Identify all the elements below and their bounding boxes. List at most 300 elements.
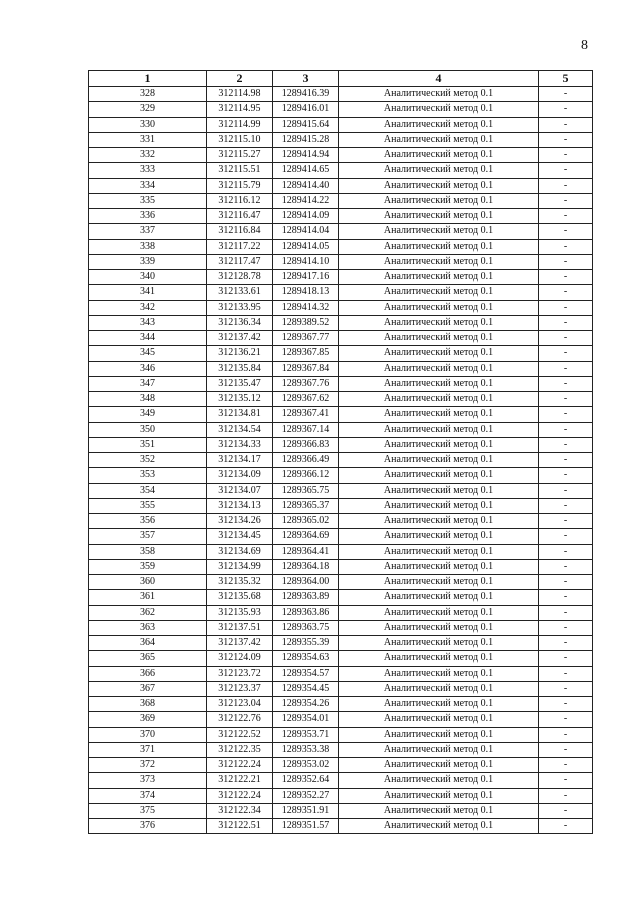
y-coordinate-cell: 1289352.64 (273, 773, 339, 788)
method-cell: Аналитический метод 0.1 (339, 361, 539, 376)
point-number-cell: 370 (89, 727, 207, 742)
y-coordinate-cell: 1289414.10 (273, 254, 339, 269)
method-cell: Аналитический метод 0.1 (339, 148, 539, 163)
x-coordinate-cell: 312136.34 (207, 315, 273, 330)
x-coordinate-cell: 312114.98 (207, 87, 273, 102)
x-coordinate-cell: 312122.52 (207, 727, 273, 742)
y-coordinate-cell: 1289414.09 (273, 209, 339, 224)
y-coordinate-cell: 1289352.27 (273, 788, 339, 803)
table-row (89, 559, 593, 574)
method-cell: Аналитический метод 0.1 (339, 514, 539, 529)
method-cell: Аналитический метод 0.1 (339, 239, 539, 254)
table-row (89, 193, 593, 208)
y-coordinate-cell: 1289354.63 (273, 651, 339, 666)
method-cell: Аналитический метод 0.1 (339, 636, 539, 651)
y-coordinate-cell: 1289364.41 (273, 544, 339, 559)
point-number-cell: 367 (89, 681, 207, 696)
point-number-cell: 330 (89, 117, 207, 132)
note-cell: - (539, 803, 593, 818)
method-cell: Аналитический метод 0.1 (339, 132, 539, 147)
point-number-cell: 339 (89, 254, 207, 269)
y-coordinate-cell: 1289354.01 (273, 712, 339, 727)
x-coordinate-cell: 312116.12 (207, 193, 273, 208)
x-coordinate-cell: 312134.69 (207, 544, 273, 559)
y-coordinate-cell: 1289354.57 (273, 666, 339, 681)
point-number-cell: 346 (89, 361, 207, 376)
note-cell: - (539, 529, 593, 544)
y-coordinate-cell: 1289363.89 (273, 590, 339, 605)
method-cell: Аналитический метод 0.1 (339, 407, 539, 422)
point-number-cell: 331 (89, 132, 207, 147)
y-coordinate-cell: 1289414.94 (273, 148, 339, 163)
method-cell: Аналитический метод 0.1 (339, 758, 539, 773)
y-coordinate-cell: 1289364.00 (273, 575, 339, 590)
x-coordinate-cell: 312134.99 (207, 559, 273, 574)
table-row (89, 254, 593, 269)
method-cell: Аналитический метод 0.1 (339, 605, 539, 620)
table-row (89, 437, 593, 452)
y-coordinate-cell: 1289353.38 (273, 742, 339, 757)
point-number-cell: 357 (89, 529, 207, 544)
table-row (89, 453, 593, 468)
table-row (89, 300, 593, 315)
table-row (89, 514, 593, 529)
note-cell: - (539, 788, 593, 803)
method-cell: Аналитический метод 0.1 (339, 529, 539, 544)
method-cell: Аналитический метод 0.1 (339, 422, 539, 437)
x-coordinate-cell: 312134.81 (207, 407, 273, 422)
point-number-cell: 343 (89, 315, 207, 330)
table-row (89, 468, 593, 483)
note-cell: - (539, 376, 593, 391)
x-coordinate-cell: 312122.76 (207, 712, 273, 727)
point-number-cell: 340 (89, 270, 207, 285)
point-number-cell: 361 (89, 590, 207, 605)
point-number-cell: 332 (89, 148, 207, 163)
x-coordinate-cell: 312122.24 (207, 788, 273, 803)
y-coordinate-cell: 1289367.41 (273, 407, 339, 422)
x-coordinate-cell: 312135.84 (207, 361, 273, 376)
table-row (89, 315, 593, 330)
note-cell: - (539, 193, 593, 208)
table-row (89, 758, 593, 773)
table-row (89, 346, 593, 361)
point-number-cell: 375 (89, 803, 207, 818)
point-number-cell: 358 (89, 544, 207, 559)
x-coordinate-cell: 312135.68 (207, 590, 273, 605)
y-coordinate-cell: 1289414.32 (273, 300, 339, 315)
x-coordinate-cell: 312134.09 (207, 468, 273, 483)
point-number-cell: 347 (89, 376, 207, 391)
y-coordinate-cell: 1289414.65 (273, 163, 339, 178)
note-cell: - (539, 422, 593, 437)
point-number-cell: 351 (89, 437, 207, 452)
point-number-cell: 372 (89, 758, 207, 773)
x-coordinate-cell: 312135.47 (207, 376, 273, 391)
note-cell: - (539, 254, 593, 269)
note-cell: - (539, 346, 593, 361)
method-cell: Аналитический метод 0.1 (339, 224, 539, 239)
note-cell: - (539, 544, 593, 559)
x-coordinate-cell: 312122.34 (207, 803, 273, 818)
method-cell: Аналитический метод 0.1 (339, 788, 539, 803)
y-coordinate-cell: 1289415.64 (273, 117, 339, 132)
y-coordinate-cell: 1289366.12 (273, 468, 339, 483)
method-cell: Аналитический метод 0.1 (339, 117, 539, 132)
y-coordinate-cell: 1289418.13 (273, 285, 339, 300)
point-number-cell: 335 (89, 193, 207, 208)
note-cell: - (539, 819, 593, 834)
x-coordinate-cell: 312123.37 (207, 681, 273, 696)
method-cell: Аналитический метод 0.1 (339, 483, 539, 498)
method-cell: Аналитический метод 0.1 (339, 544, 539, 559)
y-coordinate-cell: 1289367.76 (273, 376, 339, 391)
method-cell: Аналитический метод 0.1 (339, 697, 539, 712)
point-number-cell: 360 (89, 575, 207, 590)
table-row (89, 285, 593, 300)
method-cell: Аналитический метод 0.1 (339, 712, 539, 727)
note-cell: - (539, 453, 593, 468)
coordinates-table (88, 70, 593, 834)
point-number-cell: 345 (89, 346, 207, 361)
method-cell: Аналитический метод 0.1 (339, 666, 539, 681)
x-coordinate-cell: 312115.79 (207, 178, 273, 193)
table-row (89, 407, 593, 422)
point-number-cell: 353 (89, 468, 207, 483)
point-number-cell: 369 (89, 712, 207, 727)
note-cell: - (539, 483, 593, 498)
y-coordinate-cell: 1289389.52 (273, 315, 339, 330)
method-cell: Аналитический метод 0.1 (339, 102, 539, 117)
method-cell: Аналитический метод 0.1 (339, 803, 539, 818)
y-coordinate-cell: 1289354.45 (273, 681, 339, 696)
note-cell: - (539, 681, 593, 696)
note-cell: - (539, 758, 593, 773)
table-row (89, 148, 593, 163)
point-number-cell: 333 (89, 163, 207, 178)
point-number-cell: 359 (89, 559, 207, 574)
x-coordinate-cell: 312133.61 (207, 285, 273, 300)
column-header: 3 (273, 71, 339, 87)
point-number-cell: 376 (89, 819, 207, 834)
point-number-cell: 364 (89, 636, 207, 651)
table-header-row (89, 71, 593, 87)
note-cell: - (539, 361, 593, 376)
note-cell: - (539, 270, 593, 285)
point-number-cell: 350 (89, 422, 207, 437)
table-row (89, 331, 593, 346)
note-cell: - (539, 636, 593, 651)
x-coordinate-cell: 312122.24 (207, 758, 273, 773)
y-coordinate-cell: 1289414.22 (273, 193, 339, 208)
method-cell: Аналитический метод 0.1 (339, 453, 539, 468)
note-cell: - (539, 285, 593, 300)
table-row (89, 132, 593, 147)
x-coordinate-cell: 312134.45 (207, 529, 273, 544)
point-number-cell: 366 (89, 666, 207, 681)
table-row (89, 788, 593, 803)
x-coordinate-cell: 312122.35 (207, 742, 273, 757)
note-cell: - (539, 590, 593, 605)
method-cell: Аналитический метод 0.1 (339, 590, 539, 605)
table-row (89, 117, 593, 132)
method-cell: Аналитический метод 0.1 (339, 163, 539, 178)
point-number-cell: 365 (89, 651, 207, 666)
note-cell: - (539, 498, 593, 513)
x-coordinate-cell: 312137.42 (207, 636, 273, 651)
table-row (89, 376, 593, 391)
method-cell: Аналитический метод 0.1 (339, 575, 539, 590)
note-cell: - (539, 742, 593, 757)
note-cell: - (539, 468, 593, 483)
method-cell: Аналитический метод 0.1 (339, 209, 539, 224)
x-coordinate-cell: 312122.51 (207, 819, 273, 834)
point-number-cell: 363 (89, 620, 207, 635)
method-cell: Аналитический метод 0.1 (339, 331, 539, 346)
y-coordinate-cell: 1289367.77 (273, 331, 339, 346)
x-coordinate-cell: 312134.17 (207, 453, 273, 468)
method-cell: Аналитический метод 0.1 (339, 193, 539, 208)
table-row (89, 361, 593, 376)
method-cell: Аналитический метод 0.1 (339, 620, 539, 635)
x-coordinate-cell: 312115.51 (207, 163, 273, 178)
method-cell: Аналитический метод 0.1 (339, 392, 539, 407)
table-row (89, 163, 593, 178)
table-row (89, 392, 593, 407)
method-cell: Аналитический метод 0.1 (339, 285, 539, 300)
table-row (89, 209, 593, 224)
table-row (89, 178, 593, 193)
table-row (89, 422, 593, 437)
y-coordinate-cell: 1289367.84 (273, 361, 339, 376)
x-coordinate-cell: 312137.51 (207, 620, 273, 635)
table-row (89, 590, 593, 605)
method-cell: Аналитический метод 0.1 (339, 468, 539, 483)
table-row (89, 239, 593, 254)
y-coordinate-cell: 1289364.18 (273, 559, 339, 574)
y-coordinate-cell: 1289366.49 (273, 453, 339, 468)
method-cell: Аналитический метод 0.1 (339, 376, 539, 391)
x-coordinate-cell: 312136.21 (207, 346, 273, 361)
method-cell: Аналитический метод 0.1 (339, 270, 539, 285)
note-cell: - (539, 148, 593, 163)
note-cell: - (539, 651, 593, 666)
method-cell: Аналитический метод 0.1 (339, 651, 539, 666)
table-row (89, 270, 593, 285)
method-cell: Аналитический метод 0.1 (339, 727, 539, 742)
table-row (89, 803, 593, 818)
x-coordinate-cell: 312116.47 (207, 209, 273, 224)
note-cell: - (539, 666, 593, 681)
method-cell: Аналитический метод 0.1 (339, 437, 539, 452)
table-row (89, 666, 593, 681)
y-coordinate-cell: 1289416.01 (273, 102, 339, 117)
table-body (89, 87, 593, 834)
y-coordinate-cell: 1289363.86 (273, 605, 339, 620)
point-number-cell: 328 (89, 87, 207, 102)
y-coordinate-cell: 1289414.04 (273, 224, 339, 239)
note-cell: - (539, 575, 593, 590)
y-coordinate-cell: 1289365.37 (273, 498, 339, 513)
note-cell: - (539, 437, 593, 452)
x-coordinate-cell: 312134.07 (207, 483, 273, 498)
method-cell: Аналитический метод 0.1 (339, 742, 539, 757)
note-cell: - (539, 239, 593, 254)
table-row (89, 697, 593, 712)
table-row (89, 224, 593, 239)
point-number-cell: 373 (89, 773, 207, 788)
point-number-cell: 352 (89, 453, 207, 468)
point-number-cell: 334 (89, 178, 207, 193)
x-coordinate-cell: 312128.78 (207, 270, 273, 285)
y-coordinate-cell: 1289363.75 (273, 620, 339, 635)
y-coordinate-cell: 1289354.26 (273, 697, 339, 712)
point-number-cell: 341 (89, 285, 207, 300)
note-cell: - (539, 697, 593, 712)
note-cell: - (539, 117, 593, 132)
point-number-cell: 349 (89, 407, 207, 422)
note-cell: - (539, 300, 593, 315)
point-number-cell: 337 (89, 224, 207, 239)
table-row (89, 620, 593, 635)
note-cell: - (539, 620, 593, 635)
note-cell: - (539, 773, 593, 788)
y-coordinate-cell: 1289364.69 (273, 529, 339, 544)
table-row (89, 727, 593, 742)
x-coordinate-cell: 312134.33 (207, 437, 273, 452)
y-coordinate-cell: 1289353.02 (273, 758, 339, 773)
y-coordinate-cell: 1289367.85 (273, 346, 339, 361)
table-row (89, 605, 593, 620)
point-number-cell: 354 (89, 483, 207, 498)
y-coordinate-cell: 1289366.83 (273, 437, 339, 452)
y-coordinate-cell: 1289367.62 (273, 392, 339, 407)
x-coordinate-cell: 312116.84 (207, 224, 273, 239)
note-cell: - (539, 315, 593, 330)
table-row (89, 712, 593, 727)
x-coordinate-cell: 312115.27 (207, 148, 273, 163)
note-cell: - (539, 224, 593, 239)
table-row (89, 544, 593, 559)
x-coordinate-cell: 312117.22 (207, 239, 273, 254)
point-number-cell: 374 (89, 788, 207, 803)
y-coordinate-cell: 1289367.14 (273, 422, 339, 437)
note-cell: - (539, 178, 593, 193)
x-coordinate-cell: 312114.99 (207, 117, 273, 132)
x-coordinate-cell: 312123.04 (207, 697, 273, 712)
y-coordinate-cell: 1289415.28 (273, 132, 339, 147)
table-row (89, 636, 593, 651)
x-coordinate-cell: 312117.47 (207, 254, 273, 269)
x-coordinate-cell: 312114.95 (207, 102, 273, 117)
note-cell: - (539, 163, 593, 178)
y-coordinate-cell: 1289365.02 (273, 514, 339, 529)
x-coordinate-cell: 312135.93 (207, 605, 273, 620)
table-row (89, 87, 593, 102)
y-coordinate-cell: 1289353.71 (273, 727, 339, 742)
method-cell: Аналитический метод 0.1 (339, 178, 539, 193)
y-coordinate-cell: 1289417.16 (273, 270, 339, 285)
point-number-cell: 338 (89, 239, 207, 254)
point-number-cell: 344 (89, 331, 207, 346)
y-coordinate-cell: 1289416.39 (273, 87, 339, 102)
note-cell: - (539, 712, 593, 727)
note-cell: - (539, 132, 593, 147)
x-coordinate-cell: 312115.10 (207, 132, 273, 147)
method-cell: Аналитический метод 0.1 (339, 300, 539, 315)
y-coordinate-cell: 1289351.57 (273, 819, 339, 834)
method-cell: Аналитический метод 0.1 (339, 315, 539, 330)
table-row (89, 651, 593, 666)
method-cell: Аналитический метод 0.1 (339, 681, 539, 696)
x-coordinate-cell: 312134.54 (207, 422, 273, 437)
note-cell: - (539, 392, 593, 407)
point-number-cell: 368 (89, 697, 207, 712)
point-number-cell: 362 (89, 605, 207, 620)
table-row (89, 498, 593, 513)
y-coordinate-cell: 1289414.40 (273, 178, 339, 193)
x-coordinate-cell: 312133.95 (207, 300, 273, 315)
note-cell: - (539, 407, 593, 422)
table-row (89, 529, 593, 544)
x-coordinate-cell: 312135.32 (207, 575, 273, 590)
point-number-cell: 356 (89, 514, 207, 529)
point-number-cell: 348 (89, 392, 207, 407)
table-row (89, 483, 593, 498)
y-coordinate-cell: 1289365.75 (273, 483, 339, 498)
method-cell: Аналитический метод 0.1 (339, 346, 539, 361)
y-coordinate-cell: 1289355.39 (273, 636, 339, 651)
column-header: 2 (207, 71, 273, 87)
note-cell: - (539, 514, 593, 529)
note-cell: - (539, 727, 593, 742)
x-coordinate-cell: 312137.42 (207, 331, 273, 346)
note-cell: - (539, 209, 593, 224)
point-number-cell: 371 (89, 742, 207, 757)
page-number: 8 (581, 38, 588, 53)
x-coordinate-cell: 312124.09 (207, 651, 273, 666)
point-number-cell: 336 (89, 209, 207, 224)
method-cell: Аналитический метод 0.1 (339, 87, 539, 102)
method-cell: Аналитический метод 0.1 (339, 773, 539, 788)
x-coordinate-cell: 312134.26 (207, 514, 273, 529)
x-coordinate-cell: 312122.21 (207, 773, 273, 788)
note-cell: - (539, 102, 593, 117)
point-number-cell: 342 (89, 300, 207, 315)
y-coordinate-cell: 1289351.91 (273, 803, 339, 818)
note-cell: - (539, 331, 593, 346)
x-coordinate-cell: 312134.13 (207, 498, 273, 513)
note-cell: - (539, 87, 593, 102)
table-row (89, 819, 593, 834)
x-coordinate-cell: 312123.72 (207, 666, 273, 681)
table-row (89, 102, 593, 117)
point-number-cell: 329 (89, 102, 207, 117)
column-header: 4 (339, 71, 539, 87)
column-header: 5 (539, 71, 593, 87)
point-number-cell: 355 (89, 498, 207, 513)
table-row (89, 681, 593, 696)
note-cell: - (539, 559, 593, 574)
column-header: 1 (89, 71, 207, 87)
method-cell: Аналитический метод 0.1 (339, 498, 539, 513)
method-cell: Аналитический метод 0.1 (339, 254, 539, 269)
table-row (89, 773, 593, 788)
table-row (89, 742, 593, 757)
table-row (89, 575, 593, 590)
method-cell: Аналитический метод 0.1 (339, 819, 539, 834)
method-cell: Аналитический метод 0.1 (339, 559, 539, 574)
